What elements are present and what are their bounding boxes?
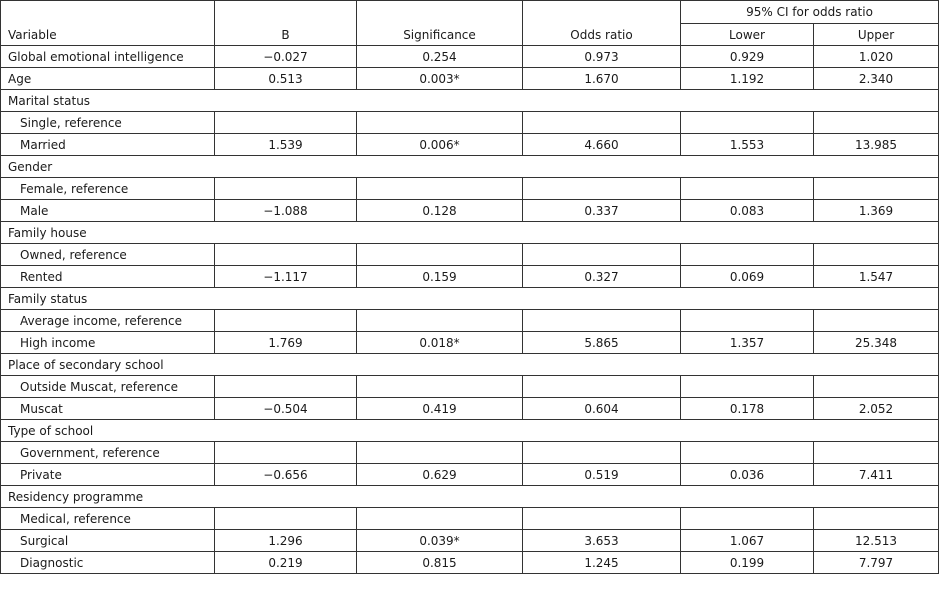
b-cell: 1.769 [215, 332, 357, 354]
upper-cell: 2.340 [814, 68, 939, 90]
table-row [1, 376, 939, 398]
upper-cell [814, 244, 939, 266]
b-cell: 1.296 [215, 530, 357, 552]
table-row [1, 134, 939, 156]
header-upper: Upper [814, 24, 939, 46]
group-label: Residency programme [1, 486, 939, 508]
table-row [1, 266, 939, 288]
table-row [1, 310, 939, 332]
lower-cell [681, 508, 814, 530]
upper-cell [814, 508, 939, 530]
variable-cell: Surgical [1, 530, 215, 552]
lower-cell: 1.357 [681, 332, 814, 354]
or-cell [523, 376, 681, 398]
upper-cell: 1.547 [814, 266, 939, 288]
upper-cell: 2.052 [814, 398, 939, 420]
b-cell: −0.656 [215, 464, 357, 486]
b-cell [215, 508, 357, 530]
b-cell: 0.219 [215, 552, 357, 574]
table-row [1, 508, 939, 530]
variable-cell: Age [1, 68, 215, 90]
table-row [1, 552, 939, 574]
variable-cell: High income [1, 332, 215, 354]
sig-cell [357, 310, 523, 332]
table-row [1, 156, 939, 178]
b-cell [215, 112, 357, 134]
group-label: Type of school [1, 420, 939, 442]
upper-cell [814, 112, 939, 134]
variable-cell: Owned, reference [1, 244, 215, 266]
sig-cell [357, 508, 523, 530]
header-b: B [215, 1, 357, 46]
sig-cell [357, 442, 523, 464]
sig-cell: 0.006* [357, 134, 523, 156]
group-label: Family status [1, 288, 939, 310]
sig-cell [357, 178, 523, 200]
variable-cell: Government, reference [1, 442, 215, 464]
lower-cell: 0.069 [681, 266, 814, 288]
lower-cell: 0.199 [681, 552, 814, 574]
lower-cell [681, 178, 814, 200]
or-cell [523, 112, 681, 134]
table-row [1, 90, 939, 112]
table-row [1, 112, 939, 134]
b-cell: −1.088 [215, 200, 357, 222]
table-body [1, 46, 939, 574]
variable-cell: Average income, reference [1, 310, 215, 332]
variable-cell: Single, reference [1, 112, 215, 134]
header-ci-group: 95% CI for odds ratio [681, 1, 939, 24]
or-cell: 0.337 [523, 200, 681, 222]
group-label: Marital status [1, 90, 939, 112]
table-row [1, 178, 939, 200]
table-row [1, 46, 939, 68]
or-cell: 0.519 [523, 464, 681, 486]
variable-cell: Medical, reference [1, 508, 215, 530]
table-row [1, 398, 939, 420]
or-cell: 0.327 [523, 266, 681, 288]
table-row [1, 442, 939, 464]
or-cell [523, 244, 681, 266]
upper-cell: 7.411 [814, 464, 939, 486]
table-row [1, 530, 939, 552]
table-row [1, 354, 939, 376]
group-label: Gender [1, 156, 939, 178]
lower-cell [681, 442, 814, 464]
sig-cell [357, 244, 523, 266]
or-cell [523, 178, 681, 200]
sig-cell: 0.629 [357, 464, 523, 486]
sig-cell [357, 376, 523, 398]
upper-cell [814, 310, 939, 332]
or-cell: 5.865 [523, 332, 681, 354]
table-row [1, 222, 939, 244]
lower-cell: 0.083 [681, 200, 814, 222]
header-variable: Variable [1, 1, 215, 46]
b-cell [215, 310, 357, 332]
upper-cell: 12.513 [814, 530, 939, 552]
upper-cell: 25.348 [814, 332, 939, 354]
b-cell [215, 376, 357, 398]
sig-cell: 0.018* [357, 332, 523, 354]
table-row [1, 464, 939, 486]
upper-cell [814, 376, 939, 398]
lower-cell: 0.929 [681, 46, 814, 68]
header-odds-ratio: Odds ratio [523, 1, 681, 46]
upper-cell [814, 442, 939, 464]
header-lower: Lower [681, 24, 814, 46]
header-significance: Significance [357, 1, 523, 46]
b-cell: −0.027 [215, 46, 357, 68]
upper-cell [814, 178, 939, 200]
or-cell: 0.604 [523, 398, 681, 420]
or-cell [523, 508, 681, 530]
table-row [1, 332, 939, 354]
b-cell [215, 178, 357, 200]
variable-cell: Global emotional intelligence [1, 46, 215, 68]
lower-cell: 0.178 [681, 398, 814, 420]
table-row [1, 420, 939, 442]
or-cell: 1.670 [523, 68, 681, 90]
variable-cell: Muscat [1, 398, 215, 420]
lower-cell: 1.553 [681, 134, 814, 156]
table-header [1, 1, 939, 46]
lower-cell [681, 244, 814, 266]
group-label: Family house [1, 222, 939, 244]
lower-cell [681, 310, 814, 332]
upper-cell: 1.020 [814, 46, 939, 68]
lower-cell [681, 112, 814, 134]
variable-cell: Female, reference [1, 178, 215, 200]
or-cell: 0.973 [523, 46, 681, 68]
upper-cell: 1.369 [814, 200, 939, 222]
variable-cell: Married [1, 134, 215, 156]
sig-cell: 0.419 [357, 398, 523, 420]
lower-cell [681, 376, 814, 398]
table-row [1, 486, 939, 508]
group-label: Place of secondary school [1, 354, 939, 376]
upper-cell: 7.797 [814, 552, 939, 574]
lower-cell: 0.036 [681, 464, 814, 486]
or-cell: 3.653 [523, 530, 681, 552]
or-cell: 4.660 [523, 134, 681, 156]
upper-cell: 13.985 [814, 134, 939, 156]
b-cell: 1.539 [215, 134, 357, 156]
or-cell: 1.245 [523, 552, 681, 574]
table-row [1, 200, 939, 222]
b-cell: −0.504 [215, 398, 357, 420]
table-row [1, 244, 939, 266]
lower-cell: 1.067 [681, 530, 814, 552]
variable-cell: Diagnostic [1, 552, 215, 574]
variable-cell: Male [1, 200, 215, 222]
b-cell [215, 442, 357, 464]
table-row [1, 288, 939, 310]
sig-cell: 0.254 [357, 46, 523, 68]
or-cell [523, 442, 681, 464]
sig-cell: 0.039* [357, 530, 523, 552]
b-cell: 0.513 [215, 68, 357, 90]
variable-cell: Outside Muscat, reference [1, 376, 215, 398]
sig-cell [357, 112, 523, 134]
variable-cell: Private [1, 464, 215, 486]
lower-cell: 1.192 [681, 68, 814, 90]
sig-cell: 0.815 [357, 552, 523, 574]
or-cell [523, 310, 681, 332]
sig-cell: 0.003* [357, 68, 523, 90]
sig-cell: 0.159 [357, 266, 523, 288]
sig-cell: 0.128 [357, 200, 523, 222]
header-row-1 [1, 1, 939, 24]
b-cell [215, 244, 357, 266]
variable-cell: Rented [1, 266, 215, 288]
b-cell: −1.117 [215, 266, 357, 288]
table-row [1, 68, 939, 90]
